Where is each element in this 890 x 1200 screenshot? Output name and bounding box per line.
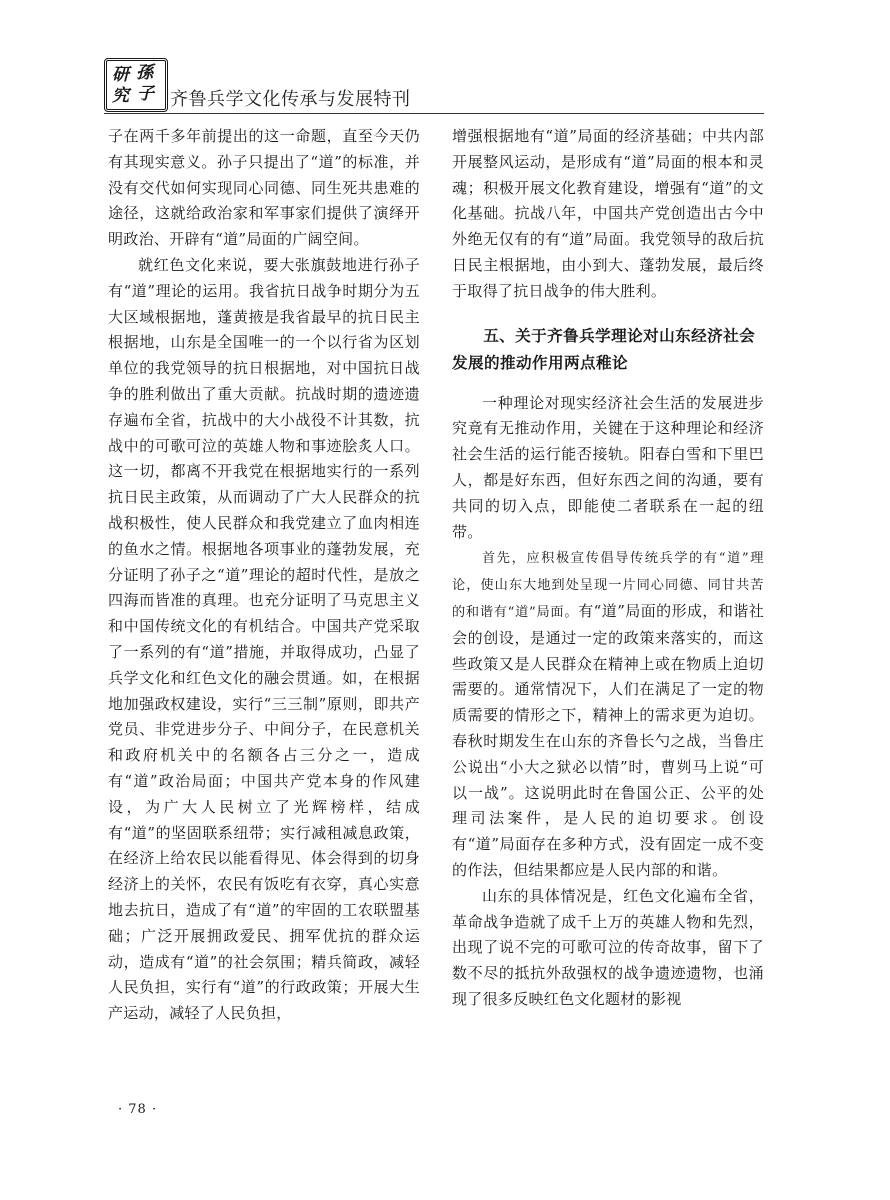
journal-title: 齐鲁兵学文化传承与发展特刊 (170, 89, 411, 110)
paragraph: 一种理论对现实经济社会生活的发展进步究竟有无推动作用，关键在于这种理论和经济社会生活的运行能否接轨。阳春白雪和下里巴人，都是好东西，但好东西之间的沟通，要有共同的切入点，即能使二者联系在一起的纽带。 (452, 393, 764, 541)
section-heading: 五、关于齐鲁兵学理论对山东经济社会发展的推动作用两点稚论 (452, 326, 756, 372)
header-divider (104, 113, 764, 114)
logo-char: 子 (137, 84, 154, 103)
logo-char: 孫 (136, 63, 153, 82)
paragraph: 增强根据地有“道”局面的经济基础；中共内部开展整风运动，是形成有“道”局面的根本和灵魂；积极开展文化教育建设，增强有“道”的文化基础。抗战八年，中国共产党创造出古今中外绝无仅有的有“道”局面。我党领导的敌后抗日民主根据地，由小到大、蓬勃发展，最后终于取得了抗日战争的伟大胜利。 (452, 127, 764, 300)
paragraph (452, 545, 764, 883)
paragraph-text: 有“道”局面的形成，和谐社会的创设，是通过一定的政策来落实的，而这些政策又是人民群众在精神上或在物质上迫切需要的。通常情况下，人们在满足了一定的物质需要的情形之下，精神上的需求更为迫切。春秋时期发生在山东的齐鲁长勺之战，当鲁庄公说出“小大之狱必以情”时，曹刿马上说“可以一战”。这说明此时在鲁国公正、公平的处理司法案件，是人民的迫切要求。创设有“道”局面存在多种方式，没有固定一成不变的作法，但结果都应是人民内部的和谐。 (452, 601, 764, 879)
paragraph: 山东的具体情况是，红色文化遍布全省，革命战争造就了成千上万的英雄人物和先烈，出现了说不完的可歌可泣的传奇故事，留下了数不尽的抵抗外敌强权的战争遗迹遗物，也涌现了很多反映红色文化题材的影视 (452, 886, 764, 1008)
journal-logo-seal (104, 58, 168, 112)
paragraph: 子在两千多年前提出的这一命题，直至今天仍有其现实意义。孙子只提出了“道”的标准，并没有交代如何实现同心同德、同生死共患难的途径，这就给政治家和军事家们提供了演绎开明政治、开辟有“道”局面的广阔空间。 (108, 127, 420, 249)
right-column (452, 124, 764, 1013)
paragraph: 就红色文化来说，要大张旗鼓地进行孙子有“道”理论的运用。我省抗日战争时期分为五大区域根据地，蓬黄掖是我省最早的抗日民主根据地，山东是全国唯一的一个以行省为区划单位的我党领导的抗日根据地，对中国抗日战争的胜利做出了重大贡献。抗战时期的遗迹遗存遍布全省，抗战中的大小战役不计其数，抗战中的可歌可泣的英雄人物和事迹脍炙人口。这一切，都离不开我党在根据地实行的一系列抗日民主政策，从而调动了广大人民群众的抗战积极性，使人民群众和我党建立了血肉相连的鱼水之情。根据地各项事业的蓬勃发展，充分证明了孙子之“道”理论的超时代性，是放之四海而皆准的真理。也充分证明了马克思主义和中国传统文化的有机结合。中国共产党采取了一系列的有“道”措施，并取得成功，凸显了兵学文化和红色文化的融会贯通。如，在根据地加强政权建设，实行“三三制”原则，即共产党员、非党进步分子、中间分子，在民意机关和政府机关中的名额各占三分之一，造成有“道”政治局面；中国共产党本身的作风建设，为广大人民树立了光辉榜样，结成有“道”的坚固联系纽带；实行减租减息政策，在经济上给农民以能看得见、体会得到的切身经济上的关怀，农民有饭吃有衣穿，真心实意地去抗日，造成了有“道”的牢固的工农联盟基础；广泛开展拥政爱民、拥军优抗的群众运动，造成有“道”的社会氛围；精兵简政，减轻人民负担，实行有“道”的行政政策；开展大生产运动，减轻了人民负担， (108, 255, 420, 1023)
left-column (108, 124, 420, 1027)
paragraph-lead-text: 首先，应积极宣传倡导传统兵学的有“道”理论，使山东大地到处呈现一片同心同德、同甘共苦的和谐有“道”局面。 (452, 551, 764, 620)
logo-char: 研 (112, 65, 129, 84)
page-number: · 78 · (118, 1102, 158, 1117)
logo-char: 究 (112, 86, 129, 105)
